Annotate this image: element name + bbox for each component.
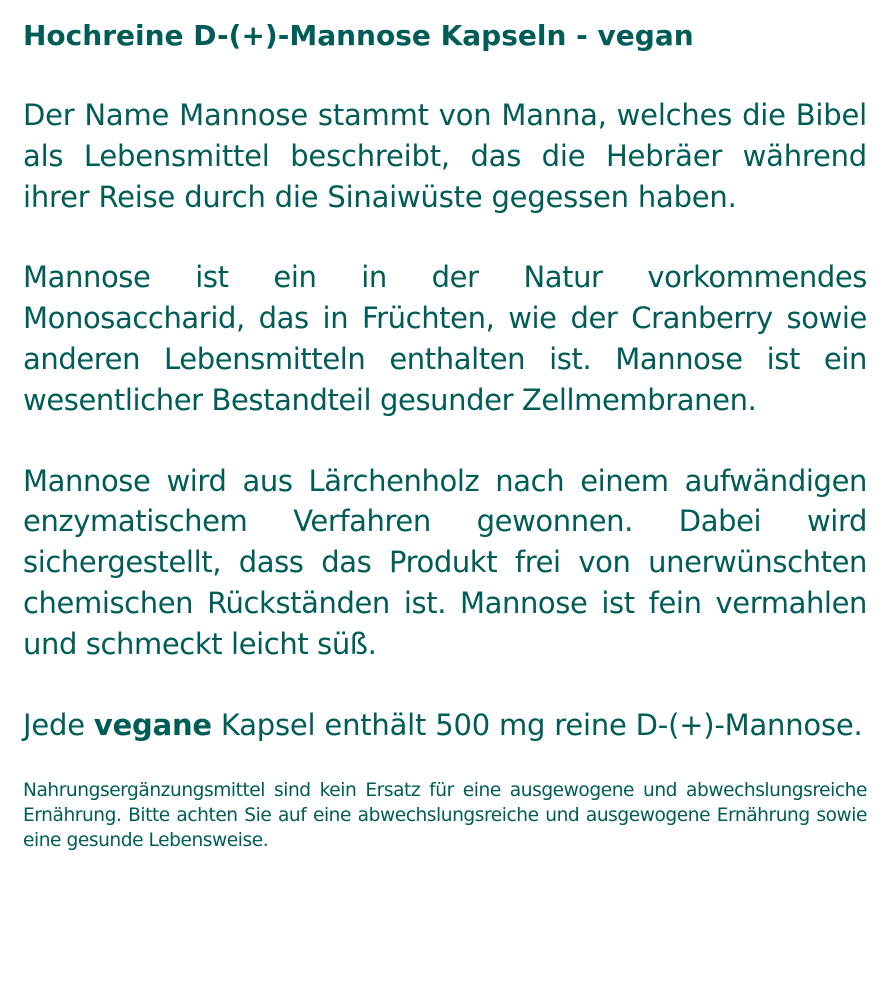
paragraph-manna-origin: Der Name Mannose stammt von Manna, welches die Bibel als Lebensmittel beschreibt, das die Hebräer während ihrer Reise durch die Sinaiwüste gegessen haben. [23, 98, 867, 214]
paragraph-monosaccharide: Mannose ist ein in der Natur vorkommendes Monosaccharid, das in Früchten, wie der Cranberry sowie anderen Lebensmitteln enthalten ist. Mannose ist ein wesentlicher Bestandteil gesunder Zellmembranen. [23, 260, 867, 417]
vegan-emphasis: vegane [93, 707, 212, 742]
paragraph-production: Mannose wird aus Lärchenholz nach einem aufwändigen enzymatischem Verfahren gewonnen. Dabei wird sichergestellt, dass das Produkt frei von unerwünschten chemischen Rückständen ist. Mannose ist fein vermahlen und schmeckt leicht süß. [23, 463, 867, 661]
capsule-text-after: Kapsel enthält 500 mg reine D-(+)-Mannose. [211, 707, 863, 742]
page-title: Hochreine D-(+)-Mannose Kapseln - vegan [23, 19, 694, 52]
disclaimer-note: Nahrungsergänzungsmittel sind kein Ersatz für eine ausgewogene und abwechslungsreiche Ernährung. Bitte achten Sie auf eine abwechslungsreiche und ausgewogene Ernährung sowie eine gesunde Lebensweise. [23, 780, 867, 851]
capsule-text-before: Jede [23, 707, 94, 742]
product-description [23, 14, 867, 853]
paragraph-capsule-content [23, 705, 867, 746]
